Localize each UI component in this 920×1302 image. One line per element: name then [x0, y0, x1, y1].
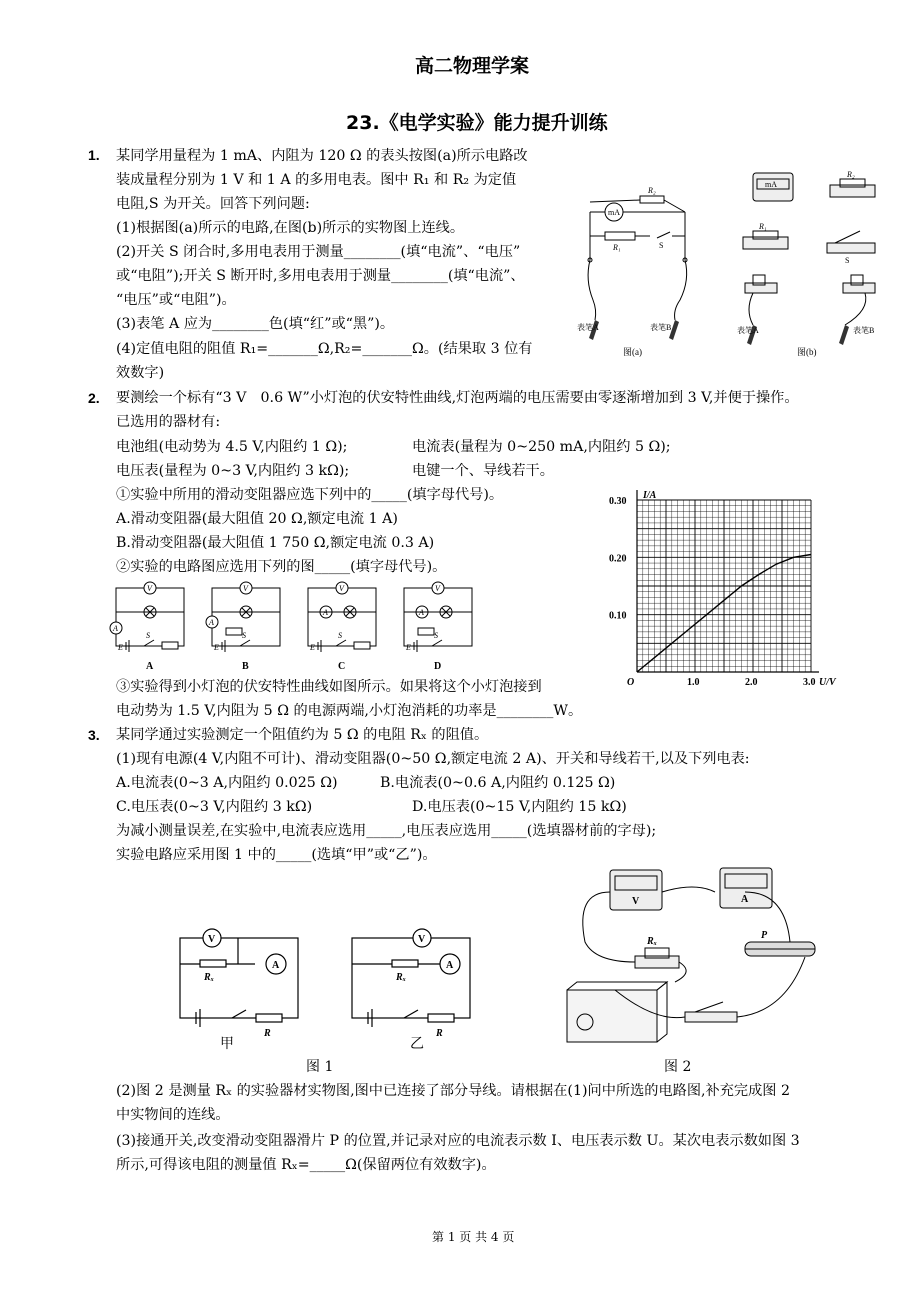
- x-tick-label: 2.0: [745, 677, 758, 688]
- figure-2-caption: 图 2: [664, 1059, 692, 1075]
- svg-text:A: A: [272, 960, 280, 971]
- svg-text:A: A: [419, 608, 424, 617]
- x-tick-label: 1.0: [687, 677, 700, 688]
- q3-line: 某同学通过实验测定一个阻值约为 5 Ω 的电阻 Rₓ 的阻值。: [116, 727, 489, 743]
- q1-line: (1)根据图(a)所示的电路,在图(b)所示的实物图上连线。: [116, 220, 465, 236]
- page-footer: 第 1 页 共 4 页: [432, 1230, 515, 1244]
- circuit-d-label: D: [434, 661, 442, 672]
- svg-text:V: V: [339, 584, 344, 593]
- fig1-label-jia: 甲: [220, 1037, 234, 1052]
- figure-2-apparatus: [555, 862, 895, 1057]
- svg-text:E: E: [214, 643, 219, 652]
- q1-line: “电压”或“电阻”)。: [116, 292, 236, 308]
- q2-sub-line: ②实验的电路图应选用下列的图_____(填字母代号)。: [116, 559, 447, 575]
- svg-text:mA: mA: [765, 180, 777, 189]
- q1-line: (3)表笔 A 应为________色(填“红”或“黑”)。: [116, 316, 395, 332]
- q1-line: (2)开关 S 闭合时,多用电表用于测量________(填“电流”、“电压”: [116, 244, 521, 260]
- svg-text:表笔A: 表笔A: [577, 323, 599, 332]
- q3-after-line: 所示,可得该电阻的测量值 Rₓ=_____Ω(保留两位有效数字)。: [116, 1157, 496, 1173]
- iu-chart: [605, 478, 855, 690]
- q2-equip: 电池组(电动势为 4.5 V,内阻约 1 Ω);: [116, 439, 348, 455]
- x-tick-label: 3.0: [803, 677, 816, 688]
- q2-equip: 电压表(量程为 0~3 V,内阻约 3 kΩ);: [116, 463, 350, 479]
- q1-line: 电阻,S 为开关。回答下列问题:: [116, 196, 310, 212]
- svg-text:R₁: R₁: [613, 243, 621, 252]
- question-number-3: 3.: [88, 727, 100, 743]
- svg-text:S: S: [845, 256, 850, 265]
- svg-text:表笔B: 表笔B: [853, 326, 875, 335]
- q2-line: 要测绘一个标有“3 V 0.6 W”小灯泡的伏安特性曲线,灯泡两端的电压需要由零逐渐增加到 3 V,并便于操作。: [116, 390, 799, 406]
- doc-title: 高二物理学案: [415, 55, 530, 77]
- svg-text:A: A: [446, 960, 454, 971]
- svg-text:R: R: [436, 1028, 443, 1039]
- svg-text:Rₓ: Rₓ: [647, 936, 658, 947]
- fig-b-caption: 图(b): [797, 347, 817, 357]
- origin-label: O: [627, 677, 635, 688]
- circuit-a-label: A: [146, 661, 154, 672]
- svg-text:V: V: [208, 934, 216, 945]
- q3-line: 为减小测量误差,在实验中,电流表应选用_____,电压表应选用_____(选填器材前的字母);: [116, 823, 657, 839]
- svg-text:P: P: [761, 930, 768, 941]
- svg-text:E: E: [118, 643, 123, 652]
- svg-text:A: A: [323, 608, 328, 617]
- q1-line: 装成量程分别为 1 V 和 1 A 的多用电表。图中 R₁ 和 R₂ 为定值: [116, 172, 517, 188]
- q3-after-line: (2)图 2 是测量 Rₓ 的实验器材实物图,图中已连接了部分导线。请根据在(1)问中所选的电路图,补充完成图 2: [116, 1083, 791, 1099]
- svg-text:V: V: [147, 584, 152, 593]
- q2-line: 已选用的器材有:: [116, 414, 221, 430]
- svg-text:S: S: [242, 631, 246, 640]
- q2-circuit-options: [104, 578, 484, 674]
- q2-sub-line: A.滑动变阻器(最大阻值 20 Ω,额定电流 1 A): [116, 511, 398, 527]
- q1-line: (4)定值电阻的阻值 R₁=_______Ω,R₂=_______Ω。(结果取 3 位有: [116, 341, 533, 357]
- q2-sub-line: ①实验中所用的滑动变阻器应选下列中的_____(填字母代号)。: [116, 487, 504, 503]
- svg-text:R: R: [264, 1028, 271, 1039]
- q3-line: A.电流表(0~3 A,内阻约 0.025 Ω): [116, 775, 338, 791]
- figure-b-apparatus: [735, 165, 885, 360]
- svg-text:R₁: R₁: [759, 222, 767, 231]
- chart-grid: [637, 490, 819, 672]
- svg-text:S: S: [338, 631, 342, 640]
- q3-line: (1)现有电源(4 V,内阻不可计)、滑动变阻器(0~50 Ω,额定电流 2 A)、开关和导线若干,以及下列电表:: [116, 751, 750, 767]
- q2-equip: 电流表(量程为 0~250 mA,内阻约 5 Ω);: [412, 439, 671, 455]
- svg-text:表笔A: 表笔A: [737, 326, 759, 335]
- svg-text:Rₓ: Rₓ: [396, 972, 407, 983]
- svg-text:R₂: R₂: [648, 186, 656, 195]
- svg-text:V: V: [435, 584, 440, 593]
- section-title: 23.《电学实验》能力提升训练: [346, 112, 608, 134]
- q1-line: 效数字): [116, 365, 165, 381]
- q3-after-line: (3)接通开关,改变滑动变阻器滑片 P 的位置,并记录对应的电流表示数 I、电压表示数 U。某次电表示数如图 3: [116, 1133, 800, 1149]
- q3-line: C.电压表(0~3 V,内阻约 3 kΩ): [116, 799, 313, 815]
- y-tick-label: 0.30: [609, 496, 627, 507]
- svg-text:V: V: [418, 934, 426, 945]
- figure-a-circuit: [575, 180, 705, 360]
- circuit-c-label: C: [338, 661, 346, 672]
- figure-1-circuits: [160, 920, 500, 1055]
- svg-text:E: E: [310, 643, 315, 652]
- q3-line: 实验电路应采用图 1 中的_____(选填“甲”或“乙”)。: [116, 847, 437, 863]
- q2-equip: 电键一个、导线若干。: [412, 463, 554, 479]
- svg-text:S: S: [434, 631, 438, 640]
- fig-a-caption: 图(a): [623, 347, 642, 357]
- svg-text:A: A: [741, 894, 749, 905]
- svg-text:A: A: [113, 624, 118, 633]
- svg-text:R₂: R₂: [847, 170, 855, 179]
- svg-text:E: E: [406, 643, 411, 652]
- figure-1-caption: 图 1: [306, 1059, 334, 1075]
- svg-text:V: V: [243, 584, 248, 593]
- svg-text:A: A: [209, 618, 214, 627]
- circuit-b-label: B: [242, 661, 249, 672]
- q2-tail-line: ③实验得到小灯泡的伏安特性曲线如图所示。如果将这个小灯泡接到: [116, 679, 542, 695]
- question-number-2: 2.: [88, 390, 100, 406]
- svg-text:S: S: [146, 631, 150, 640]
- svg-text:V: V: [632, 896, 640, 907]
- q3-line: B.电流表(0~0.6 A,内阻约 0.125 Ω): [380, 775, 616, 791]
- svg-text:S: S: [659, 241, 664, 250]
- q2-tail-line: 电动势为 1.5 V,内阻为 5 Ω 的电源两端,小灯泡消耗的功率是________W。: [116, 703, 583, 719]
- q3-after-line: 中实物间的连线。: [116, 1107, 230, 1123]
- x-axis-label: U/V: [819, 677, 836, 688]
- q2-sub-line: B.滑动变阻器(最大阻值 1 750 Ω,额定电流 0.3 A): [116, 535, 435, 551]
- y-tick-label: 0.20: [609, 553, 627, 565]
- q1-line: 某同学用量程为 1 mA、内阻为 120 Ω 的表头按图(a)所示电路改: [116, 148, 528, 164]
- fig-a-ma-label: mA: [608, 208, 620, 217]
- q1-line: 或“电阻”);开关 S 断开时,多用电表用于测量________(填“电流”、: [116, 268, 525, 284]
- svg-text:表笔B: 表笔B: [650, 323, 672, 332]
- y-tick-label: 0.10: [609, 610, 627, 622]
- fig1-label-yi: 乙: [410, 1037, 424, 1052]
- q3-line: D.电压表(0~15 V,内阻约 15 kΩ): [412, 799, 627, 815]
- svg-text:Rₓ: Rₓ: [204, 972, 215, 983]
- y-axis-label: I/A: [643, 490, 657, 501]
- question-number-1: 1.: [88, 147, 100, 163]
